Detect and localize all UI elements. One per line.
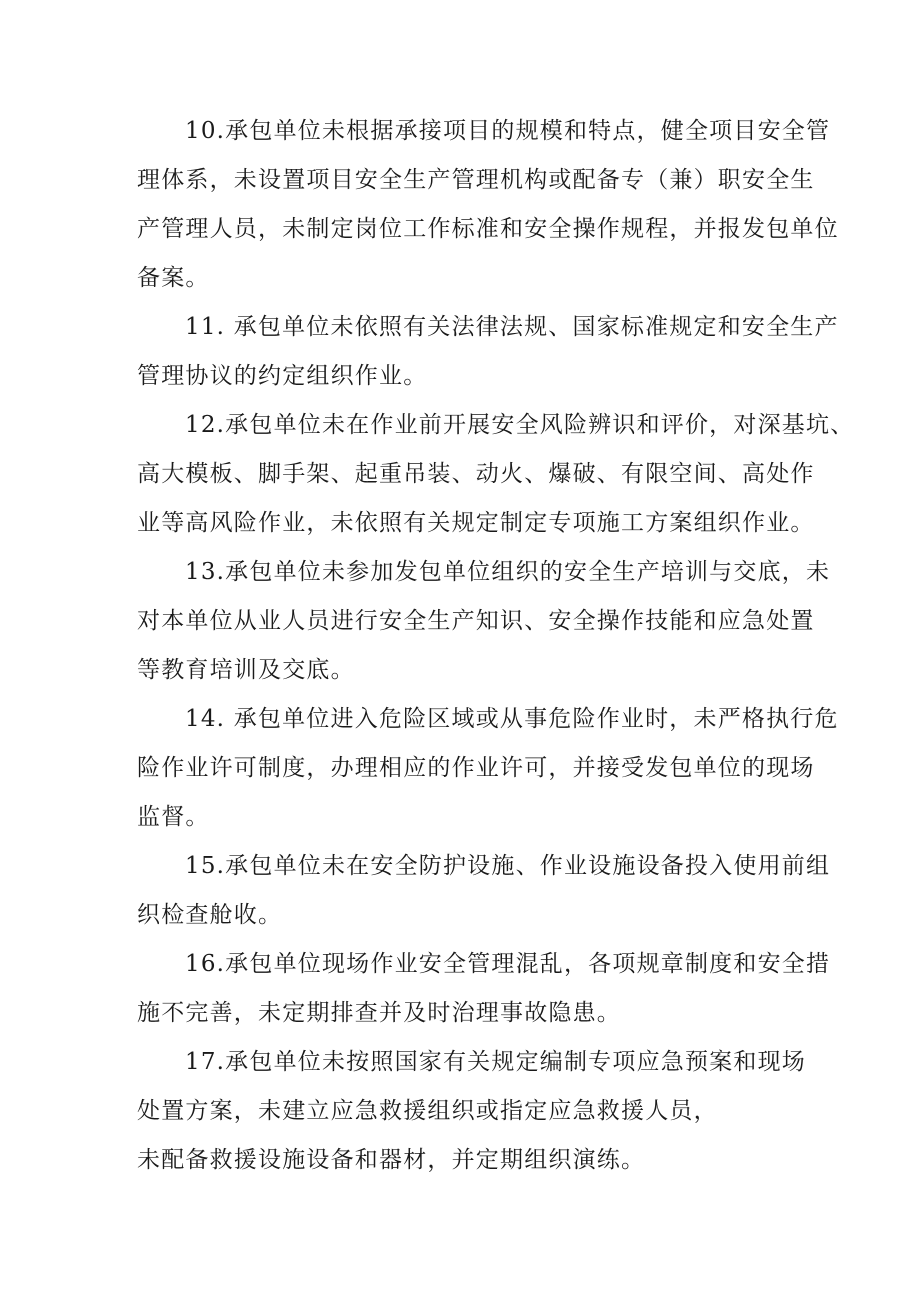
paragraph-14 — [137, 695, 839, 842]
paragraph-15 — [137, 842, 831, 940]
paragraph-line: 对本单位从业人员进行安全生产知识、安全操作技能和应急处置 — [137, 608, 815, 634]
paragraph-12 — [137, 401, 855, 548]
paragraph-line: 处置方案，未建立应急救援组织或指定应急救援人员， — [137, 1098, 718, 1124]
paragraph-line: 15.承包单位未在安全防护设施、作业设施设备投入使用前组 — [185, 853, 831, 879]
paragraph-line: 产管理人员，未制定岗位工作标准和安全操作规程，并报发包单位 — [137, 216, 839, 242]
paragraph-line: 等教育培训及交底。 — [137, 657, 355, 683]
paragraph-11 — [137, 303, 839, 401]
paragraph-line: 理体系，未设置项目安全生产管理机构或配备专（兼）职安全生 — [137, 167, 815, 193]
paragraph-10 — [137, 107, 839, 303]
paragraph-line: 13.承包单位未参加发包单位组织的安全生产培训与交底，未 — [185, 559, 831, 585]
paragraph-line: 管理协议的约定组织作业。 — [137, 363, 428, 389]
paragraph-line: 14. 承包单位进入危险区域或从事危险作业时，未严格执行危 — [185, 706, 839, 732]
paragraph-line: 监督。 — [137, 804, 210, 830]
paragraph-line: 16.承包单位现场作业安全管理混乱，各项规章制度和安全措 — [185, 951, 831, 977]
paragraph-line: 高大模板、脚手架、起重吊装、动火、爆破、有限空间、高处作 — [137, 461, 815, 487]
paragraph-line: 施不完善，未定期排查并及时治理事故隐患。 — [137, 1000, 621, 1026]
paragraph-line: 17.承包单位未按照国家有关规定编制专项应急预案和现场 — [185, 1049, 806, 1075]
paragraph-17 — [137, 1038, 806, 1185]
paragraph-line: 未配备救援设施设备和器材，并定期组织演练。 — [137, 1147, 646, 1173]
paragraph-line: 10.承包单位未根据承接项目的规模和特点，健全项目安全管 — [185, 118, 831, 144]
paragraph-line: 12.承包单位未在作业前开展安全风险辨识和评价，对深基坑、 — [185, 412, 855, 438]
paragraph-line: 11. 承包单位未依照有关法律法规、国家标准规定和安全生产 — [185, 314, 839, 340]
paragraph-16 — [137, 940, 831, 1038]
document-body — [137, 107, 855, 1185]
paragraph-line: 业等高风险作业，未依照有关规定制定专项施工方案组织作业。 — [137, 510, 815, 536]
paragraph-13 — [137, 548, 831, 695]
paragraph-line: 织检查舱收。 — [137, 902, 283, 928]
paragraph-line: 备案。 — [137, 265, 210, 291]
paragraph-line: 险作业许可制度，办理相应的作业许可，并接受发包单位的现场 — [137, 755, 815, 781]
